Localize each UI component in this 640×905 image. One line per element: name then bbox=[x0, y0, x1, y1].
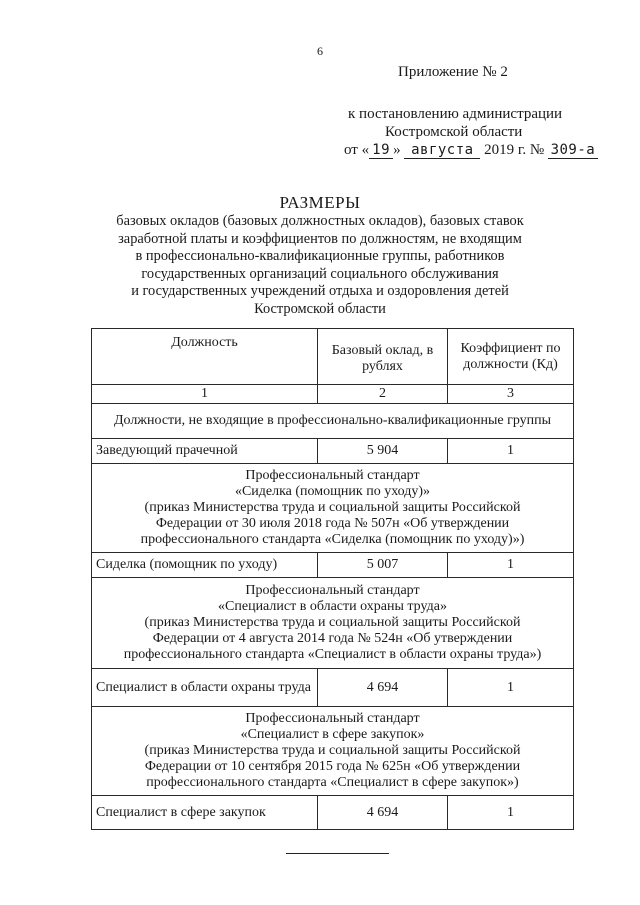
section-row bbox=[92, 404, 574, 439]
column-number-row bbox=[92, 385, 574, 404]
coefficient-cell: 1 bbox=[448, 796, 574, 830]
subheading-line: в профессионально-квалификационные группы, работников bbox=[135, 248, 505, 264]
standard-line: Федерации от 10 сентября 2015 года № 625н «Об утверждении bbox=[144, 759, 521, 774]
subheading-line: базовых окладов (базовых должностных окладов), базовых ставок bbox=[116, 213, 524, 229]
salary-cell: 5 007 bbox=[318, 553, 448, 578]
date-mid: » bbox=[393, 142, 401, 158]
salary-cell: 4 694 bbox=[318, 796, 448, 830]
date-day: 19 bbox=[369, 143, 393, 159]
standard-row bbox=[92, 464, 574, 553]
date-year: 2019 г. № bbox=[484, 142, 545, 158]
document-number: 309-а bbox=[548, 143, 598, 159]
standard-row bbox=[92, 578, 574, 669]
position-cell: Сиделка (помощник по уходу) bbox=[92, 553, 318, 578]
header-salary: Базовый оклад, в рублях bbox=[318, 329, 448, 385]
header-position: Должность bbox=[92, 329, 318, 385]
standard-line: «Сиделка (помощник по уходу)» bbox=[234, 484, 431, 499]
table-row bbox=[92, 796, 574, 830]
column-number: 2 bbox=[318, 385, 448, 404]
standard-line: Профессиональный стандарт bbox=[245, 583, 420, 598]
appendix-date-line bbox=[344, 142, 598, 159]
appendix-line-1: к постановлению администрации bbox=[348, 106, 563, 122]
column-number: 1 bbox=[92, 385, 318, 404]
standard-line: (приказ Министерства труда и социальной защиты Российской bbox=[144, 615, 521, 630]
standard-line: профессионального стандарта «Специалист в сфере закупок») bbox=[146, 775, 519, 790]
standard-line: Федерации от 4 августа 2014 года № 524н «Об утверждении bbox=[152, 631, 513, 646]
position-cell: Специалист в сфере закупок bbox=[92, 796, 318, 830]
column-number: 3 bbox=[448, 385, 574, 404]
table-row bbox=[92, 669, 574, 707]
standard-line: Профессиональный стандарт bbox=[245, 711, 420, 726]
standard-line: (приказ Министерства труда и социальной защиты Российской bbox=[144, 500, 521, 515]
subheading-line: государственных организаций социального обслуживания bbox=[141, 265, 499, 282]
page-number: 6 bbox=[317, 44, 323, 58]
position-cell: Специалист в области охраны труда bbox=[92, 669, 318, 707]
standard-line: профессионального стандарта «Специалист в области охраны труда») bbox=[123, 647, 542, 662]
section-title: Должности, не входящие в профессионально-квалификационные группы bbox=[92, 404, 574, 439]
document-subheading bbox=[95, 213, 545, 318]
appendix-title: Приложение № 2 bbox=[398, 64, 508, 80]
standard-line: (приказ Министерства труда и социальной защиты Российской bbox=[144, 743, 521, 758]
standard-line: профессионального стандарта «Сиделка (помощник по уходу)») bbox=[140, 532, 525, 547]
subheading-line: заработной платы и коэффициентов по должностям, не входящим bbox=[118, 230, 522, 247]
subheading-line: Костромской области bbox=[254, 300, 386, 317]
standard-line: «Специалист в сфере закупок» bbox=[240, 727, 425, 742]
table-header-row bbox=[92, 329, 574, 385]
header-coefficient: Коэффициент по должности (Кд) bbox=[448, 329, 574, 385]
standard-text bbox=[92, 707, 574, 796]
table-row bbox=[92, 439, 574, 464]
standard-text bbox=[92, 578, 574, 669]
standard-line: Федерации от 30 июля 2018 года № 507н «Об утверждении bbox=[155, 516, 510, 531]
salary-cell: 4 694 bbox=[318, 669, 448, 707]
standard-line: «Специалист в области охраны труда» bbox=[218, 599, 447, 614]
date-month: августа bbox=[404, 143, 480, 159]
standard-row bbox=[92, 707, 574, 796]
standard-line: Профессиональный стандарт bbox=[245, 468, 420, 483]
document-heading: РАЗМЕРЫ bbox=[279, 193, 361, 212]
subheading-line: и государственных учреждений отдыха и оздоровления детей bbox=[131, 283, 509, 299]
date-prefix: от « bbox=[344, 142, 370, 158]
footer-divider bbox=[286, 853, 389, 854]
appendix-line-2: Костромской области bbox=[385, 124, 523, 140]
standard-text bbox=[92, 464, 574, 553]
coefficient-cell: 1 bbox=[448, 553, 574, 578]
salary-table bbox=[91, 328, 574, 830]
table-row bbox=[92, 553, 574, 578]
salary-cell: 5 904 bbox=[318, 439, 448, 464]
position-cell: Заведующий прачечной bbox=[92, 439, 318, 464]
coefficient-cell: 1 bbox=[448, 669, 574, 707]
coefficient-cell: 1 bbox=[448, 439, 574, 464]
